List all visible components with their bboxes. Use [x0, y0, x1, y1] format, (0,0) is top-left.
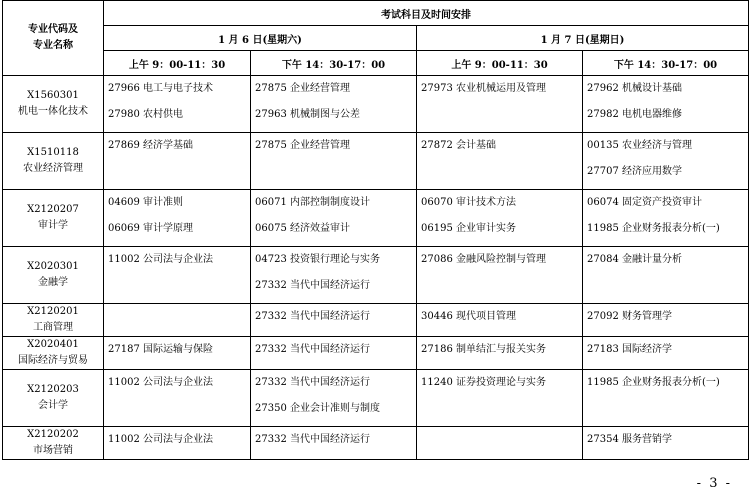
- major-name: 会计学: [38, 400, 68, 411]
- course-item: 06071 内部控制制度设计: [255, 197, 370, 208]
- course-item: 27354 服务营销学: [587, 434, 672, 445]
- table-row: [3, 247, 749, 304]
- course-item: 27966 电工与电子技术: [108, 83, 213, 94]
- exam-slot-cell: [104, 427, 251, 460]
- course-item: 00135 农业经济与管理: [587, 140, 692, 151]
- course-item: 06195 企业审计实务: [421, 223, 516, 234]
- table-row: [3, 337, 749, 370]
- course-item: 27084 金融计量分析: [587, 254, 682, 265]
- course-item: 27332 当代中国经济运行: [255, 311, 370, 322]
- course-item: 11002 公司法与企业法: [108, 254, 213, 265]
- course-item: 27875 企业经营管理: [255, 140, 350, 151]
- exam-slot-cell: [251, 133, 417, 190]
- exam-slot-cell: [104, 370, 251, 427]
- major-code: X2120207: [27, 204, 79, 215]
- course-item: 11985 企业财务报表分析(一): [587, 223, 720, 234]
- course-item: 06074 固定资产投资审计: [587, 197, 702, 208]
- day2-pm-time: 下午 14：30-17：00: [583, 51, 749, 76]
- page-number: - 3 -: [696, 476, 732, 491]
- course-item: 27332 当代中国经济运行: [255, 434, 370, 445]
- exam-slot-cell: [583, 304, 749, 337]
- course-item: 27973 农业机械运用及管理: [421, 83, 546, 94]
- major-name: 金融学: [38, 277, 68, 288]
- course-item: 27872 会计基础: [421, 140, 496, 151]
- course-item: 27707 经济应用数学: [587, 166, 682, 177]
- major-code: X1510118: [27, 147, 79, 158]
- major-code: X2120201: [27, 306, 79, 317]
- course-item: 06069 审计学原理: [108, 223, 193, 234]
- course-item: 11002 公司法与企业法: [108, 377, 213, 388]
- day2-am-time: 上午 9：00-11：30: [417, 51, 583, 76]
- exam-slot-cell: [104, 337, 251, 370]
- major-cell: [3, 304, 104, 337]
- table-row: [3, 133, 749, 190]
- table-row: [3, 190, 749, 247]
- exam-slot-cell: [417, 247, 583, 304]
- course-item: 30446 现代项目管理: [421, 311, 516, 322]
- course-item: 11240 证券投资理论与实务: [421, 377, 546, 388]
- major-cell: [3, 133, 104, 190]
- major-code: X1560301: [27, 90, 79, 101]
- exam-slot-cell: [104, 247, 251, 304]
- major-name: 审计学: [38, 220, 68, 231]
- table-row: [3, 76, 749, 133]
- major-name: 工商管理: [33, 322, 73, 333]
- major-name: 市场营销: [33, 445, 73, 456]
- major-header-cell: [3, 1, 104, 76]
- exam-slot-cell: [251, 427, 417, 460]
- exam-schedule-table: [2, 0, 749, 460]
- table-row: [3, 370, 749, 427]
- table-row: [3, 304, 749, 337]
- major-code: X2120203: [27, 384, 79, 395]
- exam-slot-cell: [417, 133, 583, 190]
- exam-slot-cell: [104, 76, 251, 133]
- major-cell: [3, 247, 104, 304]
- day2-date: 1 月 7 日(星期日): [417, 26, 749, 51]
- course-item: 27875 企业经营管理: [255, 83, 350, 94]
- course-item: 27187 国际运输与保险: [108, 344, 213, 355]
- exam-slot-cell: [417, 370, 583, 427]
- exam-slot-cell: [251, 337, 417, 370]
- major-code: X2120202: [27, 429, 79, 440]
- exam-slot-cell: [417, 76, 583, 133]
- course-item: 27332 当代中国经济运行: [255, 280, 370, 291]
- exam-slot-cell: [251, 76, 417, 133]
- exam-slot-cell: [583, 133, 749, 190]
- exam-slot-cell: [104, 190, 251, 247]
- major-code: X2020401: [27, 339, 79, 350]
- major-code: X2020301: [27, 261, 79, 272]
- course-item: 11985 企业财务报表分析(一): [587, 377, 720, 388]
- major-cell: [3, 427, 104, 460]
- day1-pm-time: 下午 14：30-17：00: [251, 51, 417, 76]
- course-item: 06070 审计技术方法: [421, 197, 516, 208]
- schedule-body: [3, 76, 749, 460]
- course-item: 27332 当代中国经济运行: [255, 377, 370, 388]
- day1-am-time: 上午 9：00-11：30: [104, 51, 251, 76]
- exam-slot-cell: [417, 427, 583, 460]
- exam-slot-cell: [251, 247, 417, 304]
- exam-slot-cell: [583, 76, 749, 133]
- course-item: 27350 企业会计准则与制度: [255, 403, 380, 414]
- major-name: 农业经济管理: [23, 163, 83, 174]
- major-name: 国际经济与贸易: [18, 355, 88, 366]
- exam-slot-cell: [583, 370, 749, 427]
- exam-slot-cell: [583, 247, 749, 304]
- exam-slot-cell: [251, 304, 417, 337]
- exam-slot-cell: [583, 337, 749, 370]
- exam-slot-cell: [417, 190, 583, 247]
- major-cell: [3, 76, 104, 133]
- exam-slot-cell: [104, 133, 251, 190]
- course-item: 27982 电机电器维修: [587, 109, 682, 120]
- day1-date: 1 月 6 日(星期六): [104, 26, 417, 51]
- major-name: 机电一体化技术: [18, 106, 88, 117]
- major-header-line1: 专业代码及: [28, 24, 78, 35]
- course-item: 27183 国际经济学: [587, 344, 672, 355]
- table-row: [3, 427, 749, 460]
- course-item: 27963 机械制图与公差: [255, 109, 360, 120]
- exam-title: 考试科目及时间安排: [104, 1, 749, 26]
- exam-slot-cell: [251, 370, 417, 427]
- course-item: 27092 财务管理学: [587, 311, 672, 322]
- course-item: 27869 经济学基础: [108, 140, 193, 151]
- exam-slot-cell: [417, 304, 583, 337]
- major-cell: [3, 190, 104, 247]
- major-cell: [3, 370, 104, 427]
- exam-slot-cell: [583, 190, 749, 247]
- course-item: 27086 金融风险控制与管理: [421, 254, 546, 265]
- course-item: 04609 审计准则: [108, 197, 183, 208]
- course-item: 27980 农村供电: [108, 109, 183, 120]
- course-item: 11002 公司法与企业法: [108, 434, 213, 445]
- course-item: 27186 制单结汇与报关实务: [421, 344, 546, 355]
- course-item: 04723 投资银行理论与实务: [255, 254, 380, 265]
- course-item: 27332 当代中国经济运行: [255, 344, 370, 355]
- course-item: 27962 机械设计基础: [587, 83, 682, 94]
- exam-slot-cell: [251, 190, 417, 247]
- major-cell: [3, 337, 104, 370]
- exam-slot-cell: [104, 304, 251, 337]
- major-header-line2: 专业名称: [33, 40, 73, 51]
- exam-slot-cell: [417, 337, 583, 370]
- course-item: 06075 经济效益审计: [255, 223, 350, 234]
- exam-slot-cell: [583, 427, 749, 460]
